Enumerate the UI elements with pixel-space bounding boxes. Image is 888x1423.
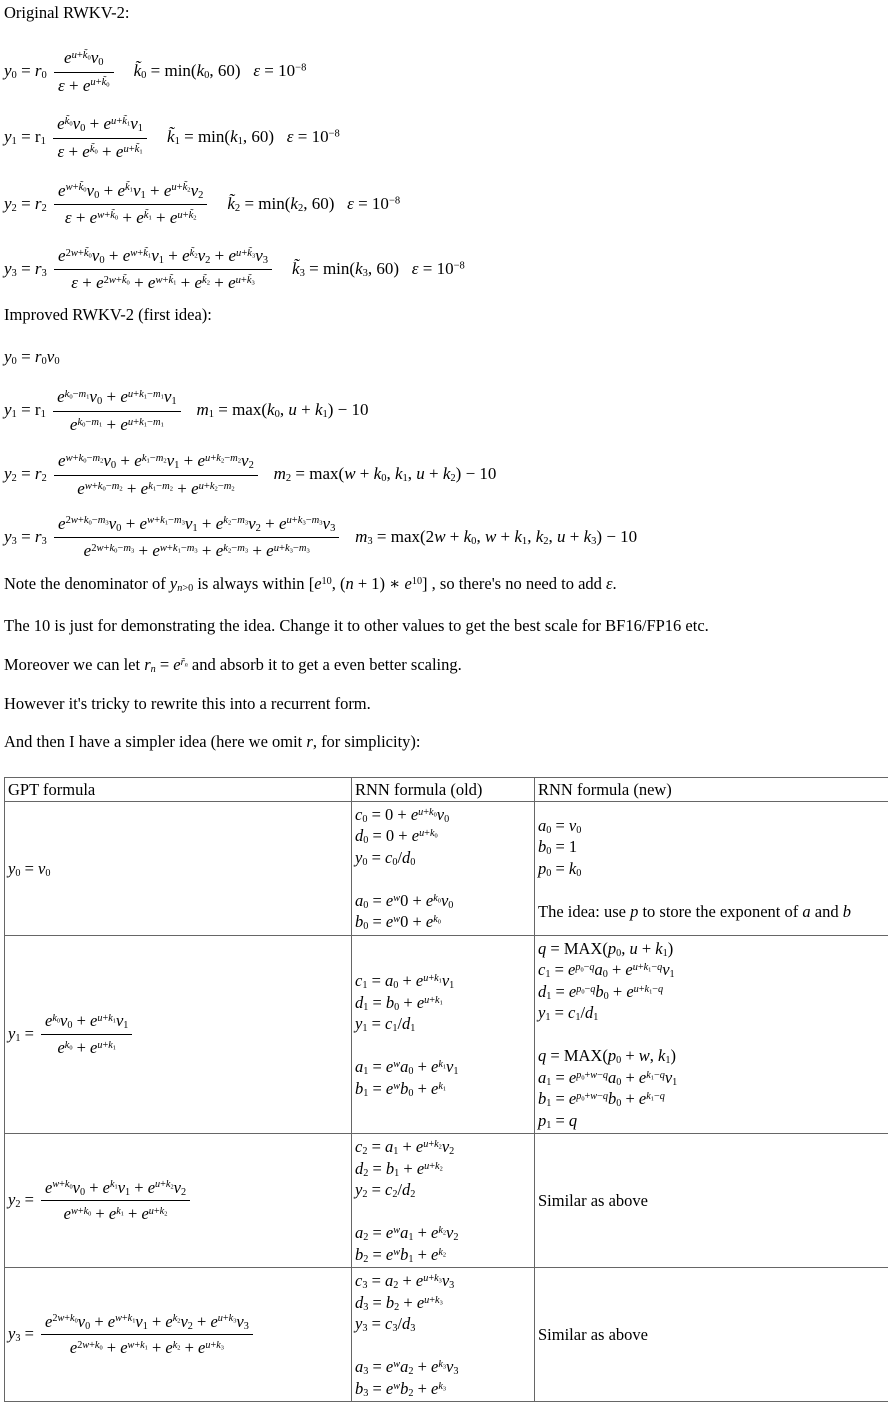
formula-improved-y3: $y_3 = r_3$ $\frac{e^{2w+k0-m3}v_0 + e^{w+k1-m3}v_1 + e^{k2-m3}v_2 + e^{u+k3-m3}v_3}{e^{2w+k0-m3} + e^{w+k1-m3} + e^{k2-m3} + e^{u+k3-m3}}$ $m_3 = \max(2w + k_0$, $w + k_1$, $k_2$, $u + k_3) - 10$ (4, 511, 884, 565)
table-header-gpt-formula: GPT formula (5, 777, 352, 801)
cell-y0-new: a0 = v0 b0 = 1 p0 = k0 The idea: use p to store the exponent of a and b (535, 801, 888, 935)
cell-y2-gpt: y2 = $\frac{e^{w+k_0}v0 + e^{k_1}v1 + e^{u+k_2}v2}{e^{w+k_0} + e^{k_1} + e^{u+k_2}}$ (5, 1134, 352, 1268)
table-row-y1 (5, 935, 888, 1134)
cell-y2-new: Similar as above (535, 1134, 888, 1268)
cell-y3-gpt: y3 = $\frac{e^{2w+k_0}v0 + e^{w+k_1}v1 + e^{k_2}v2 + e^{u+k_3}v3}{e^{2w+k_0} + e^{w+k_1} + e^{k_2} + e^{u+k_3}}$ (5, 1268, 352, 1402)
cell-y1-old: $c1 = a0 + e^{u+k_1}v1$ $d1 = b0 + e^{u+k_1}$ y1 = c1/d1 $a1 = e^wa0 + e^{k_1}v1$ $b1 = e^wb0 + e^{k_1}$ (352, 935, 535, 1134)
cell-y0-old: $c0 = 0 + e^{u+k_0}v0$ $d0 = 0 + e^{u+k_0}$ y0 = c0/d0 $a0 = e^w0 + e^{k_0}v0$ $b0 = e^w0 + e^{k_0}$ (352, 801, 535, 935)
paragraph-however: However it's tricky to rewrite this into a recurrent form. (4, 693, 371, 713)
formula-original-y0: $y_0 = r_0$ $\frac{e^{u+k̃0}v_0}{\varepsilon + e^{u+k̃0}}$ $k̃_0 = \min(k_0$, 60) $\varepsilon = 10^{-8}$ (4, 45, 884, 99)
cell-y1-gpt: y1 = $\frac{e^{k_0}v0 + e^{u+k_1}v1}{e^{k_0} + e^{u+k_1}}$ (5, 935, 352, 1134)
paragraph-the-10: The 10 is just for demonstrating the idea. Change it to other values to get the best scale for BF16/FP16 etc. (4, 615, 709, 635)
section-title-improved: Improved RWKV-2 (first idea): (4, 305, 212, 325)
table-row-y2 (5, 1134, 888, 1268)
table-header-row (5, 777, 888, 801)
cell-y2-old: $c2 = a1 + e^{u+k_2}v2$ $d2 = b1 + e^{u+k_2}$ y2 = c2/d2 $a2 = e^wa1 + e^{k_2}v2$ $b2 = e^wb1 + e^{k_2}$ (352, 1134, 535, 1268)
cell-y3-new: Similar as above (535, 1268, 888, 1402)
cell-y3-old: $c3 = a2 + e^{u+k_3}v3$ $d3 = b2 + e^{u+k_3}$ y3 = c3/d3 $a3 = e^wa2 + e^{k_3}v3$ $b3 = e^wb2 + e^{k_3}$ (352, 1268, 535, 1402)
table-header-rnn-old: RNN formula (old) (352, 777, 535, 801)
section-title-original: Original RWKV-2: (4, 3, 130, 22)
cell-y0-gpt: y0 = v0 (5, 801, 352, 935)
formula-improved-y1: $y_1 = r_1$ $\frac{e^{k0-m1}v_0 + e^{u+k1-m1}v_1}{e^{k0-m1} + e^{u+k1-m1}}$ $m_1 = \max(k_0$, $u + k_1) - 10$ (4, 384, 884, 438)
table-header-rnn-new: RNN formula (new) (535, 777, 888, 801)
formula-improved-y0: $y_0 = r_0v_0$ (4, 347, 60, 368)
table-row-y0 (5, 801, 888, 935)
formula-improved-y2: $y_2 = r_2$ $\frac{e^{w+k0-m2}v_0 + e^{k1-m2}v_1 + e^{u+k2-m2}v_2}{e^{w+k0-m2} + e^{k1-m2} + e^{u+k2-m2}}$ $m_2 = \max(w + k_0$, $k_1$, $u + k_2) - 10$ (4, 448, 884, 502)
paragraph-simpler-idea: And then I have a simpler idea (here we omit r, for simplicity): (4, 731, 421, 751)
formula-original-y1: $y_1 = r_1$ $\frac{e^{k̃0}v_0 + e^{u+k̃1}v_1}{\varepsilon + e^{k̃0} + e^{u+k̃1}}$ $k̃_1 = \min(k_1$, 60) $\varepsilon = 10^{-8}$ (4, 111, 884, 165)
paragraph-moreover: Moreover we can let rn = $e^{r̃_n}$ and absorb it to get a even better scaling. (4, 654, 462, 675)
paragraph-note-denominator: Note the denominator of yn>0 is always within [$e^{10}$, (n + 1) ∗ $e^{10}$] , so there's no need to add ε. (4, 573, 617, 594)
formula-original-y2: $y_2 = r_2$ $\frac{e^{w+k̃0}v_0 + e^{k̃1}v_1 + e^{u+k̃2}v_2}{\varepsilon + e^{w+k̃0} + e^{k̃1} + e^{u+k̃2}}$ $k̃_2 = \min(k_2$, 60) $\varepsilon = 10^{-8}$ (4, 178, 884, 232)
formula-original-y3: $y_3 = r_3$ $\frac{e^{2w+k̃0}v_0 + e^{w+k̃1}v_1 + e^{k̃2}v_2 + e^{u+k̃3}v_3}{\varepsilon + e^{2w+k̃0} + e^{w+k̃1} + e^{k̃2} + e^{u+k̃3}}$ $k̃_3 = \min(k_3$, 60) $\varepsilon = 10^{-8}$ (4, 243, 884, 297)
cell-y1-new: q = MAX(p0, u + k1) $c1 = e^{p_0-q}a0 + e^{u+k_1-q}v1$ $d1 = e^{p_0-q}b0 + e^{u+k_1-q}$ y1 = c1/d1 q = MAX(p0 + w, k1) $a1 = e^{p_0+w-q}a0 + e^{k_1-q}v1$ $b1 = e^{p_0+w-q}b0 + e^{k_1-q}$ p1 = q (535, 935, 888, 1134)
table-row-y3 (5, 1268, 888, 1402)
comparison-table (4, 777, 888, 1403)
